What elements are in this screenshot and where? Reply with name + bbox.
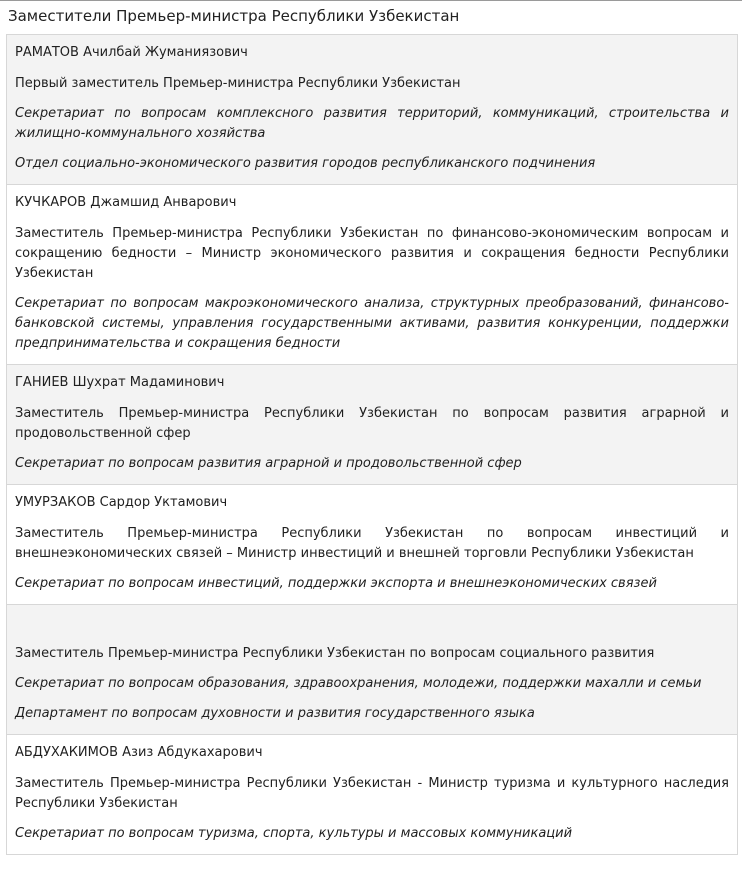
deputy-name: КУЧКАРОВ Джамшид Анварович [15, 195, 237, 210]
deputy-position: Первый заместитель Премьер-министра Республики Узбекистан [15, 76, 461, 91]
deputy-name: АБДУХАКИМОВ Азиз Абдукахарович [15, 745, 263, 760]
deputy-card [7, 605, 737, 735]
deputy-position: Заместитель Премьер-министра Республики Узбекистан по вопросам социального развития [15, 646, 655, 661]
subordinate-unit: Секретариат по вопросам макроэкономического анализа, структурных преобразований, финансово-банковской системы, управления государственными активами, развития конкуренции, поддержки предпринимательства и сокращения бедности [15, 296, 729, 351]
deputy-card [7, 35, 737, 185]
subordinate-unit: Секретариат по вопросам образования, здравоохранения, молодежи, поддержки махалли и семьи [15, 676, 702, 691]
deputy-name: ГАНИЕВ Шухрат Мадаминович [15, 375, 225, 390]
deputy-position: Заместитель Премьер-министра Республики Узбекистан - Министр туризма и культурного наследия Республики Узбекистан [15, 776, 729, 811]
subordinate-unit: Секретариат по вопросам туризма, спорта, культуры и массовых коммуникаций [15, 826, 573, 841]
top-divider [0, 0, 742, 1]
deputy-card [7, 185, 737, 365]
deputy-name: УМУРЗАКОВ Сардор Уктамович [15, 495, 228, 510]
deputy-position: Заместитель Премьер-министра Республики Узбекистан по вопросам инвестиций и внешнеэкономических связей – Министр инвестиций и внешней торговли Республики Узбекистан [15, 526, 729, 561]
subordinate-unit: Секретариат по вопросам инвестиций, поддержки экспорта и внешнеэкономических связей [15, 576, 657, 591]
deputy-name: РАМАТОВ Ачилбай Жуманиязович [15, 45, 248, 60]
subordinate-unit: Секретариат по вопросам развития аграрной и продовольственной сфер [15, 456, 522, 471]
page-title: Заместители Премьер-министра Республики Узбекистан [8, 7, 460, 25]
deputy-name [15, 613, 729, 632]
deputy-card [7, 485, 737, 605]
deputy-position: Заместитель Премьер-министра Республики Узбекистан по вопросам развития аграрной и продовольственной сфер [15, 406, 729, 441]
deputies-list [6, 34, 738, 855]
subordinate-unit: Департамент по вопросам духовности и развития государственного языка [15, 706, 535, 721]
deputy-position: Заместитель Премьер-министра Республики Узбекистан по финансово-экономическим вопросам и сокращению бедности – Министр экономического развития и сокращения бедности Республики Узбекистан [15, 226, 729, 281]
subordinate-unit: Отдел социально-экономического развития городов республиканского подчинения [15, 156, 596, 171]
subordinate-unit: Секретариат по вопросам комплексного развития территорий, коммуникаций, строительства и жилищно-коммунального хозяйства [15, 106, 729, 141]
deputy-card [7, 365, 737, 485]
deputy-card [7, 735, 737, 844]
